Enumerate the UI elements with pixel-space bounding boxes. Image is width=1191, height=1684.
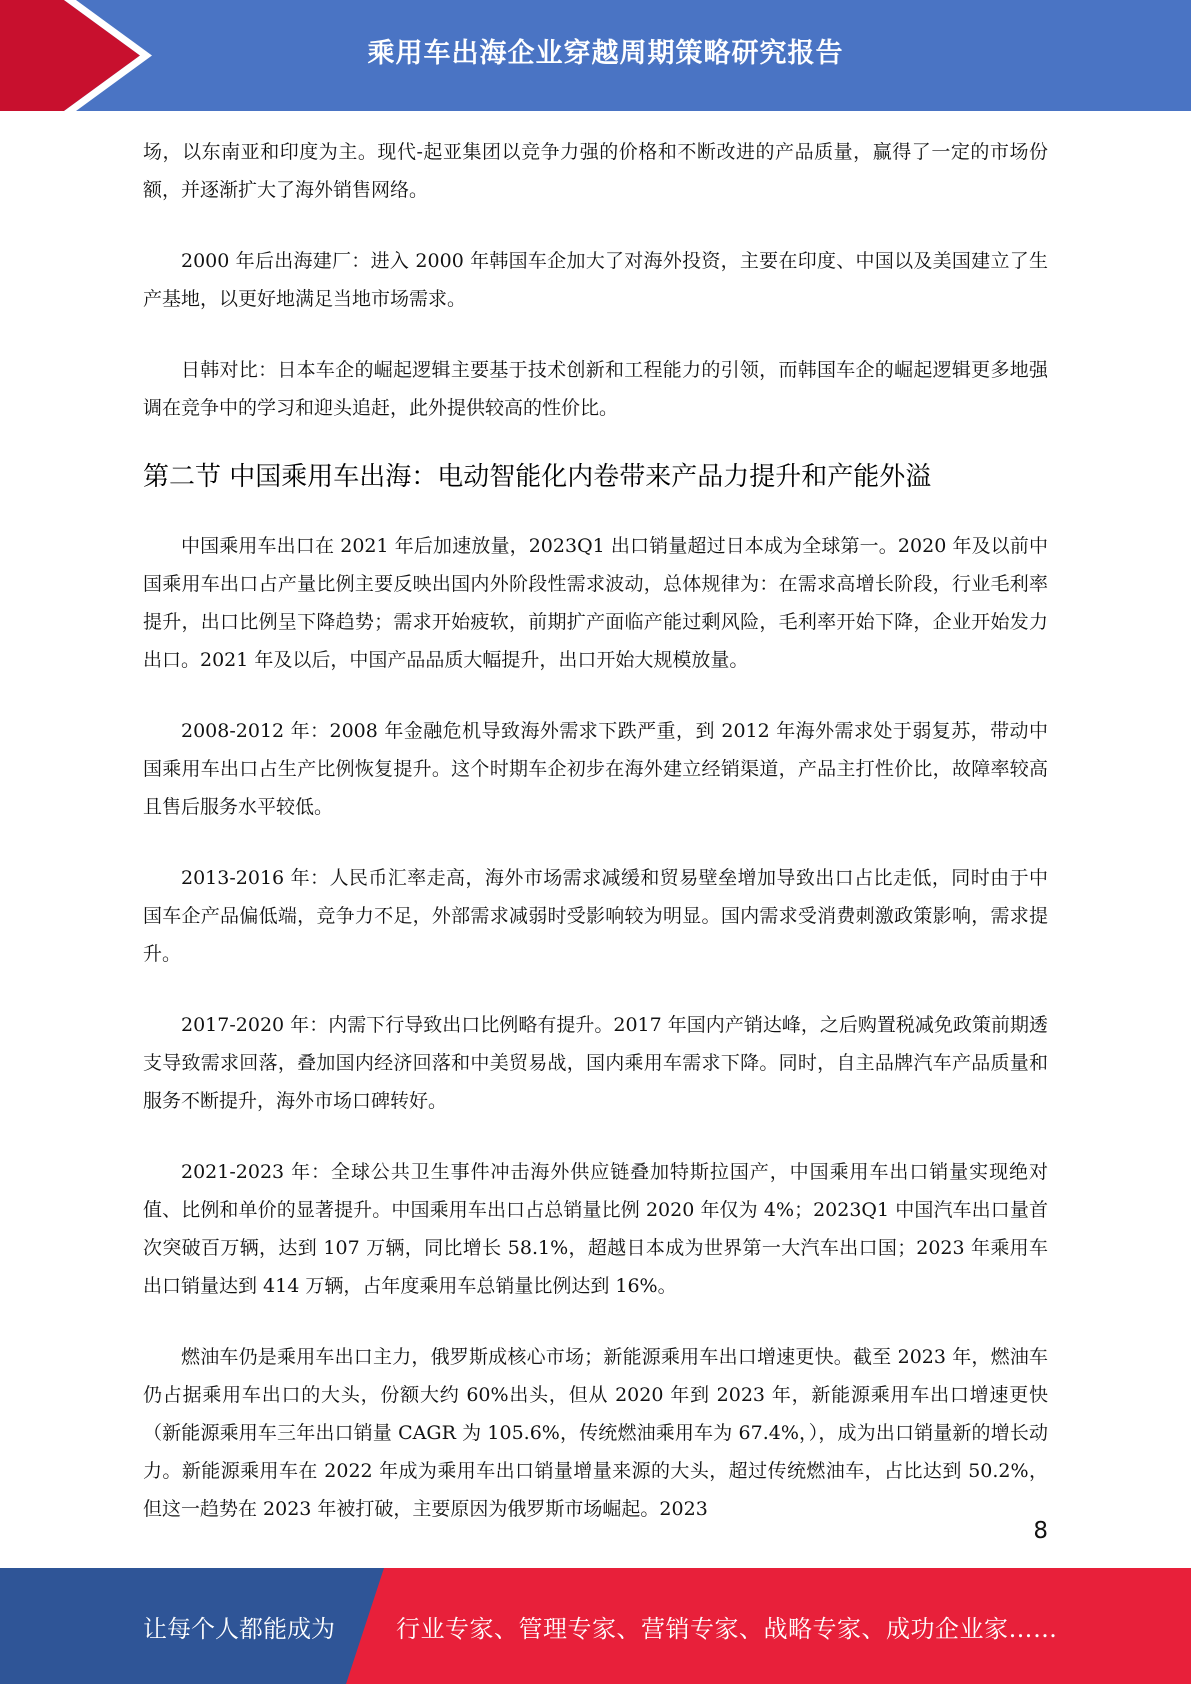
section-heading: 第二节 中国乘用车出海：电动智能化内卷带来产品力提升和产能外溢	[143, 462, 932, 492]
paragraph: 2021-2023 年：全球公共卫生事件冲击海外供应链叠加特斯拉国产，中国乘用车出口销量实现绝对值、比例和单价的显著提升。中国乘用车出口占总销量比例 2020 年仅为 4%；2023Q1 中国汽车出口量首次突破百万辆，达到 107 万辆，同比增长 58.1%，超越日本成为世界第一大汽车出口国；2023 年乘用车出口销量达到 414 万辆，占年度乘用车总销量比例达到 16%。	[143, 1161, 1048, 1297]
footer-slogan-left: 让每个人都能成为	[143, 1614, 335, 1643]
paragraph: 2000 年后出海建厂：进入 2000 年韩国车企加大了对海外投资，主要在印度、中国以及美国建立了生产基地，以更好地满足当地市场需求。	[143, 250, 1048, 310]
paragraph: 2017-2020 年：内需下行导致出口比例略有提升。2017 年国内产销达峰，之后购置税减免政策前期透支导致需求回落，叠加国内经济回落和中美贸易战，国内乘用车需求下降。同时，自主品牌汽车产品质量和服务不断提升，海外市场口碑转好。	[143, 1014, 1048, 1112]
main-content	[143, 133, 1048, 1528]
footer-slogan-right: 行业专家、管理专家、营销专家、战略专家、成功企业家……	[396, 1614, 1058, 1643]
paragraph: 场，以东南亚和印度为主。现代-起亚集团以竞争力强的价格和不断改进的产品质量，赢得了一定的市场份额，并逐渐扩大了海外销售网络。	[143, 141, 1048, 201]
paragraph: 日韩对比：日本车企的崛起逻辑主要基于技术创新和工程能力的引领，而韩国车企的崛起逻辑更多地强调在竞争中的学习和迎头追赶，此外提供较高的性价比。	[143, 359, 1048, 419]
report-title: 乘用车出海企业穿越周期策略研究报告	[367, 37, 844, 69]
page-number: 8	[1033, 1518, 1048, 1544]
paragraph: 2013-2016 年：人民币汇率走高，海外市场需求减缓和贸易壁垒增加导致出口占比走低，同时由于中国车企产品偏低端，竞争力不足，外部需求减弱时受影响较为明显。国内需求受消费刺激政策影响，需求提升。	[143, 867, 1048, 965]
paragraph: 中国乘用车出口在 2021 年后加速放量，2023Q1 出口销量超过日本成为全球第一。2020 年及以前中国乘用车出口占产量比例主要反映出国内外阶段性需求波动，总体规律为：在需求高增长阶段，行业毛利率提升，出口比例呈下降趋势；需求开始疲软，前期扩产面临产能过剩风险，毛利率开始下降，企业开始发力出口。2021 年及以后，中国产品品质大幅提升，出口开始大规模放量。	[143, 535, 1048, 671]
paragraph: 2008-2012 年：2008 年金融危机导致海外需求下跌严重，到 2012 年海外需求处于弱复苏，带动中国乘用车出口占生产比例恢复提升。这个时期车企初步在海外建立经销渠道，产品主打性价比，故障率较高且售后服务水平较低。	[143, 720, 1048, 818]
paragraph: 燃油车仍是乘用车出口主力，俄罗斯成核心市场；新能源乘用车出口增速更快。截至 2023 年，燃油车仍占据乘用车出口的大头，份额大约 60%出头，但从 2020 年到 2023 年，新能源乘用车出口增速更快（新能源乘用车三年出口销量 CAGR 为 105.6%，传统燃油乘用车为 67.4%，），成为出口销量新的增长动力。新能源乘用车在 2022 年成为乘用车出口销量增量来源的大头，超过传统燃油车，占比达到 50.2%，但这一趋势在 2023 年被打破，主要原因为俄罗斯市场崛起。2023	[143, 1346, 1048, 1520]
page-footer	[0, 1568, 1191, 1684]
page-header	[0, 0, 1191, 111]
